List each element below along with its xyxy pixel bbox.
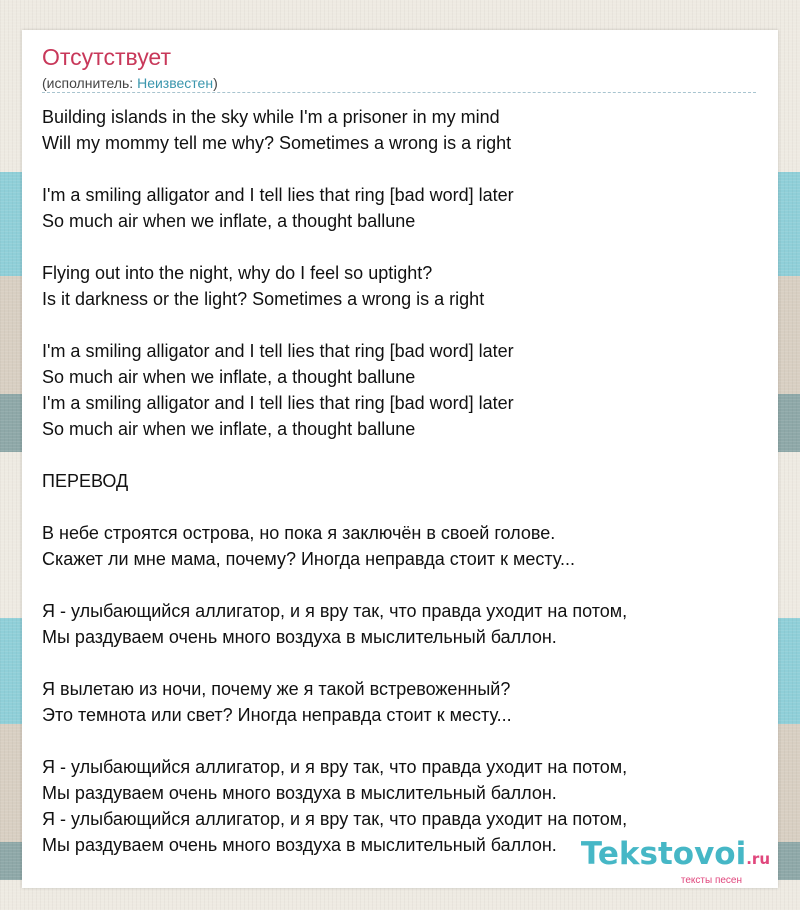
lyrics-line: So much air when we inflate, a thought ballune [42, 211, 416, 231]
lyrics-line: Я вылетаю из ночи, почему же я такой встревоженный? [42, 679, 511, 699]
lyrics-line: Is it darkness or the light? Sometimes a wrong is a right [42, 289, 485, 309]
lyrics-line: Я - улыбающийся аллигатор, и я вру так, что правда уходит на потом, [42, 757, 628, 777]
artist-link[interactable]: Неизвестен [137, 75, 214, 91]
lyrics-line: I'm a smiling alligator and I tell lies that ring [bad word] later [42, 185, 514, 205]
lyrics-blank-line [42, 442, 627, 468]
lyrics-line: ПЕРЕВОД [42, 471, 129, 491]
lyrics-line: Мы раздуваем очень много воздуха в мыслительный баллон. [42, 783, 557, 803]
lyrics-line: Flying out into the night, why do I feel so uptight? [42, 263, 433, 283]
lyrics-line: Building islands in the sky while I'm a prisoner in my mind [42, 107, 500, 127]
lyrics-blank-line [42, 234, 627, 260]
lyrics-blank-line [42, 728, 627, 754]
lyrics-line: Will my mommy tell me why? Sometimes a wrong is a right [42, 133, 512, 153]
lyrics-line: Я - улыбающийся аллигатор, и я вру так, что правда уходит на потом, [42, 809, 628, 829]
title-divider [42, 92, 756, 93]
artist-prefix: (исполнитель: [42, 75, 138, 91]
lyrics-line: В небе строятся острова, но пока я заключён в своей голове. [42, 523, 556, 543]
artist-suffix: ) [213, 75, 218, 91]
lyrics-line: So much air when we inflate, a thought ballune [42, 419, 416, 439]
song-title: Отсутствует [42, 44, 171, 70]
lyrics-line: So much air when we inflate, a thought ballune [42, 367, 416, 387]
logo-tagline: тексты песен [680, 875, 742, 886]
lyrics-line: Скажет ли мне мама, почему? Иногда неправда стоит к месту... [42, 549, 575, 569]
lyrics-line: I'm a smiling alligator and I tell lies that ring [bad word] later [42, 341, 514, 361]
lyrics-line: Мы раздуваем очень много воздуха в мыслительный баллон. [42, 627, 557, 647]
lyrics-card [22, 30, 778, 888]
lyrics-line: Мы раздуваем очень много воздуха в мыслительный баллон. [42, 835, 557, 855]
logo-main-text: Tekstovoi [580, 836, 747, 872]
lyrics-text [42, 104, 627, 858]
lyrics-blank-line [42, 494, 627, 520]
lyrics-line: Это темнота или свет? Иногда неправда стоит к месту... [42, 705, 512, 725]
lyrics-line: Я - улыбающийся аллигатор, и я вру так, что правда уходит на потом, [42, 601, 628, 621]
lyrics-line: I'm a smiling alligator and I tell lies that ring [bad word] later [42, 393, 514, 413]
artist-line [42, 74, 218, 92]
logo-tld: .ru [746, 850, 770, 868]
lyrics-blank-line [42, 650, 627, 676]
lyrics-blank-line [42, 156, 627, 182]
lyrics-blank-line [42, 312, 627, 338]
lyrics-blank-line [42, 572, 627, 598]
